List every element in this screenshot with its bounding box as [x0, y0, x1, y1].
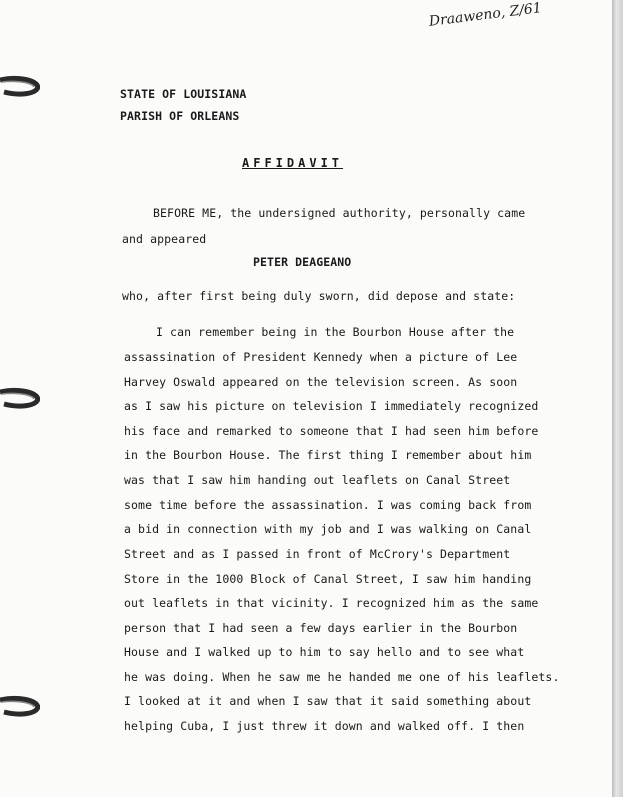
body-line: out leaflets in that vicinity. I recognized him as the same — [124, 596, 539, 610]
body-line: a bid in connection with my job and I was walking on Canal — [124, 522, 532, 536]
sworn-statement: who, after first being duly sworn, did depose and state: — [122, 289, 516, 303]
body-line: in the Bourbon House. The first thing I remember about him — [124, 448, 532, 462]
intro-line-1: BEFORE ME, the undersigned authority, personally came — [153, 206, 526, 220]
binder-ring-icon — [0, 386, 40, 414]
parish-heading: PARISH OF ORLEANS — [120, 109, 240, 123]
intro-line-2: and appeared — [122, 232, 207, 246]
body-line: some time before the assassination. I was coming back from — [124, 498, 532, 512]
body-line: Store in the 1000 Block of Canal Street, I saw him handing — [124, 572, 532, 586]
body-line: Harvey Oswald appeared on the television screen. As soon — [124, 375, 518, 389]
body-line: person that I had seen a few days earlier in the Bourbon — [124, 621, 518, 635]
body-line: Street and as I passed in front of McCrory's Department — [124, 547, 511, 561]
page-edge — [612, 0, 623, 797]
body-line: was that I saw him handing out leaflets on Canal Street — [124, 473, 511, 487]
handwritten-annotation: Draaweno, Z/61 — [428, 0, 543, 30]
body-line: he was doing. When he saw me he handed me one of his leaflets. — [124, 670, 560, 684]
affiant-name: PETER DEAGEANO — [253, 255, 352, 269]
binder-ring-icon — [0, 694, 40, 722]
body-line: I can remember being in the Bourbon House after the — [156, 325, 515, 339]
body-line: I looked at it and when I saw that it said something about — [124, 694, 532, 708]
body-line: helping Cuba, I just threw it down and walked off. I then — [124, 719, 525, 733]
body-line: House and I walked up to him to say hello and to see what — [124, 645, 525, 659]
state-heading: STATE OF LOUISIANA — [120, 87, 247, 101]
body-line: assassination of President Kennedy when a picture of Lee — [124, 350, 518, 364]
body-line: as I saw his picture on television I immediately recognized — [124, 399, 539, 413]
binder-ring-icon — [0, 74, 40, 102]
body-line: his face and remarked to someone that I had seen him before — [124, 424, 539, 438]
document-title: AFFIDAVIT — [242, 156, 344, 170]
